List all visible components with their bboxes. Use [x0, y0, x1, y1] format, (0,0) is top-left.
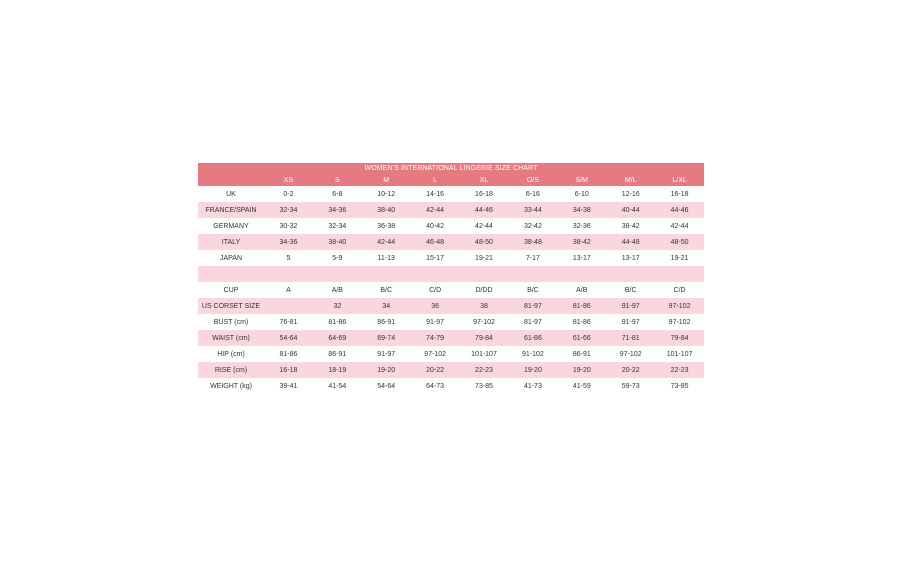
table-cell: 91-97 — [426, 318, 445, 326]
table-cell: 19-20 — [572, 366, 591, 374]
table-cell: 7-17 — [525, 254, 540, 262]
table-cell: 22-23 — [475, 366, 493, 374]
table-cell: 11-13 — [377, 254, 395, 262]
table-cell: 54-64 — [377, 382, 396, 390]
table-cell: 32-36 — [572, 222, 591, 230]
row-label: WEIGHT (kg) — [210, 382, 252, 390]
size-header-row — [198, 174, 704, 186]
table-cell: C/D — [429, 286, 442, 294]
table-cell: 101-107 — [666, 350, 693, 358]
table-cell: 61-66 — [572, 334, 591, 342]
table-row — [198, 314, 704, 330]
table-cell: B/C — [380, 286, 393, 294]
table-cell: 91-97 — [377, 350, 396, 358]
table-cell: 81-86 — [328, 318, 347, 326]
table-cell: D/DD — [475, 286, 493, 294]
table-cell: 14-16 — [426, 190, 445, 198]
table-cell: 15-17 — [426, 254, 445, 262]
table-cell: 97-102 — [619, 350, 642, 358]
table-cell: 18-19 — [328, 366, 347, 374]
table-cell: 6-8 — [332, 190, 343, 198]
table-cell: 79-84 — [670, 334, 689, 342]
row-label: GERMANY — [213, 222, 249, 230]
table-cell: 38-48 — [523, 238, 542, 246]
size-header-cell: L/XL — [672, 176, 687, 184]
table-row — [198, 250, 704, 266]
table-cell: 71-81 — [621, 334, 640, 342]
table-row — [198, 298, 704, 314]
table-cell: 91-102 — [522, 350, 544, 358]
table-cell: 97-102 — [473, 318, 495, 326]
table-cell: 20-22 — [621, 366, 640, 374]
table-cell: 6-16 — [525, 190, 540, 198]
table-cell: 19-20 — [377, 366, 396, 374]
row-label: WAIST (cm) — [212, 334, 250, 342]
table-cell: 10-12 — [377, 190, 396, 198]
table-cell: 5 — [286, 254, 291, 262]
table-cell: 32 — [333, 302, 342, 310]
table-cell: 81-86 — [572, 318, 591, 326]
table-cell: 38-42 — [621, 222, 640, 230]
table-cell: A — [286, 286, 291, 294]
table-cell: 5-9 — [332, 254, 343, 262]
table-cell: 38-40 — [328, 238, 347, 246]
table-cell: 32-34 — [279, 206, 298, 214]
table-cell: 97-102 — [668, 318, 691, 326]
table-cell: 38 — [480, 302, 488, 310]
table-cell: 74-79 — [426, 334, 445, 342]
size-chart-table — [198, 163, 704, 394]
row-label: JAPAN — [219, 254, 243, 262]
size-header-cell: M/L — [624, 176, 637, 184]
table-cell: 39-41 — [279, 382, 298, 390]
table-row — [198, 218, 704, 234]
table-cell: 33-44 — [523, 206, 542, 214]
table-cell: 81-86 — [572, 302, 591, 310]
size-header-cell: S/M — [575, 176, 589, 184]
table-cell: 34-36 — [279, 238, 298, 246]
table-row — [198, 202, 704, 218]
size-header-cell: XL — [479, 176, 489, 184]
table-cell: 69-74 — [377, 334, 396, 342]
table-cell: C/D — [673, 286, 686, 294]
table-cell: 38-40 — [377, 206, 396, 214]
table-cell: 86-91 — [572, 350, 591, 358]
table-cell: 19-20 — [523, 366, 542, 374]
table-cell: 32-42 — [523, 222, 542, 230]
table-cell: 91-97 — [621, 318, 640, 326]
table-cell: 34-38 — [572, 206, 591, 214]
table-cell: 41-73 — [523, 382, 542, 390]
table-cell: 54-64 — [279, 334, 298, 342]
table-cell: 42-44 — [670, 222, 689, 230]
row-label: ITALY — [221, 238, 241, 246]
table-cell: 44-48 — [621, 238, 640, 246]
table-cell: A/B — [331, 286, 343, 294]
table-cell: 59-73 — [621, 382, 640, 390]
table-cell: 44-46 — [475, 206, 493, 214]
chart-title: WOMEN'S INTERNATIONAL LINGERIE SIZE CHART — [198, 163, 704, 174]
table-cell: 61-86 — [523, 334, 542, 342]
row-label: HIP (cm) — [217, 350, 245, 358]
table-cell: 32-34 — [328, 222, 347, 230]
table-cell: 42-44 — [377, 238, 396, 246]
table-cell: 34-36 — [328, 206, 347, 214]
table-cell: 19-21 — [670, 254, 689, 262]
table-cell: 76-81 — [279, 318, 298, 326]
table-cell: 13-17 — [572, 254, 591, 262]
table-cell: 42-44 — [426, 206, 445, 214]
size-header-cell: L — [433, 176, 438, 184]
table-cell: 16-18 — [475, 190, 493, 198]
table-cell: 91-97 — [621, 302, 640, 310]
table-cell: 81-97 — [523, 302, 542, 310]
table-cell: 30-32 — [279, 222, 298, 230]
table-cell: 20-22 — [426, 366, 445, 374]
table-cell: 73-85 — [670, 382, 689, 390]
table-cell: 81-86 — [279, 350, 298, 358]
table-cell: 41-54 — [328, 382, 347, 390]
table-row — [198, 362, 704, 378]
table-cell: 0-2 — [283, 190, 294, 198]
size-header-cell: S — [335, 176, 340, 184]
row-label: US CORSET SIZE — [201, 302, 261, 310]
table-cell: 79-84 — [475, 334, 493, 342]
table-cell: 12-16 — [621, 190, 640, 198]
table-row — [198, 330, 704, 346]
row-label: UK — [226, 190, 236, 198]
table-row — [198, 282, 704, 298]
table-cell: 46-48 — [426, 238, 445, 246]
table-cell: 86-91 — [328, 350, 347, 358]
table-cell: 38-42 — [572, 238, 591, 246]
table-cell: 97-102 — [668, 302, 691, 310]
row-label: BUST (cm) — [213, 318, 249, 326]
international-size-rows — [198, 186, 704, 266]
blank-separator-row — [198, 266, 704, 282]
table-cell: 41-59 — [572, 382, 591, 390]
table-cell: A/B — [576, 286, 588, 294]
table-cell: 36 — [431, 302, 440, 310]
table-cell: 13-17 — [621, 254, 640, 262]
table-cell: 42-44 — [475, 222, 493, 230]
table-cell: 64-73 — [426, 382, 445, 390]
table-cell: 48-50 — [475, 238, 493, 246]
table-cell: 44-46 — [670, 206, 689, 214]
table-cell: 36-38 — [377, 222, 396, 230]
table-cell: 86-91 — [377, 318, 396, 326]
table-cell: 16-18 — [279, 366, 298, 374]
table-cell: B/C — [527, 286, 539, 294]
row-label: CUP — [223, 286, 239, 294]
row-label: RISE (cm) — [214, 366, 248, 374]
table-cell: 16-18 — [670, 190, 689, 198]
table-cell: 97-102 — [424, 350, 447, 358]
table-cell: 22-23 — [670, 366, 689, 374]
table-row — [198, 378, 704, 394]
table-cell: 48-50 — [670, 238, 689, 246]
size-header-cell: O/S — [526, 176, 539, 184]
table-cell: 73-85 — [475, 382, 493, 390]
table-cell: 34 — [382, 302, 391, 310]
measurement-rows — [198, 282, 704, 394]
table-cell: 40-42 — [426, 222, 445, 230]
table-row — [198, 234, 704, 250]
table-cell: 40-44 — [621, 206, 640, 214]
table-row — [198, 346, 704, 362]
table-cell: 19-21 — [475, 254, 493, 262]
table-cell: 101-107 — [471, 350, 497, 358]
table-cell: B/C — [624, 286, 637, 294]
table-row — [198, 186, 704, 202]
table-cell: 81-97 — [523, 318, 542, 326]
row-label: FRANCE/SPAIN — [205, 206, 257, 214]
size-header-cell: M — [383, 176, 390, 184]
size-header-cell: XS — [283, 176, 294, 184]
table-cell: 64-69 — [328, 334, 347, 342]
table-cell: 6-10 — [574, 190, 589, 198]
